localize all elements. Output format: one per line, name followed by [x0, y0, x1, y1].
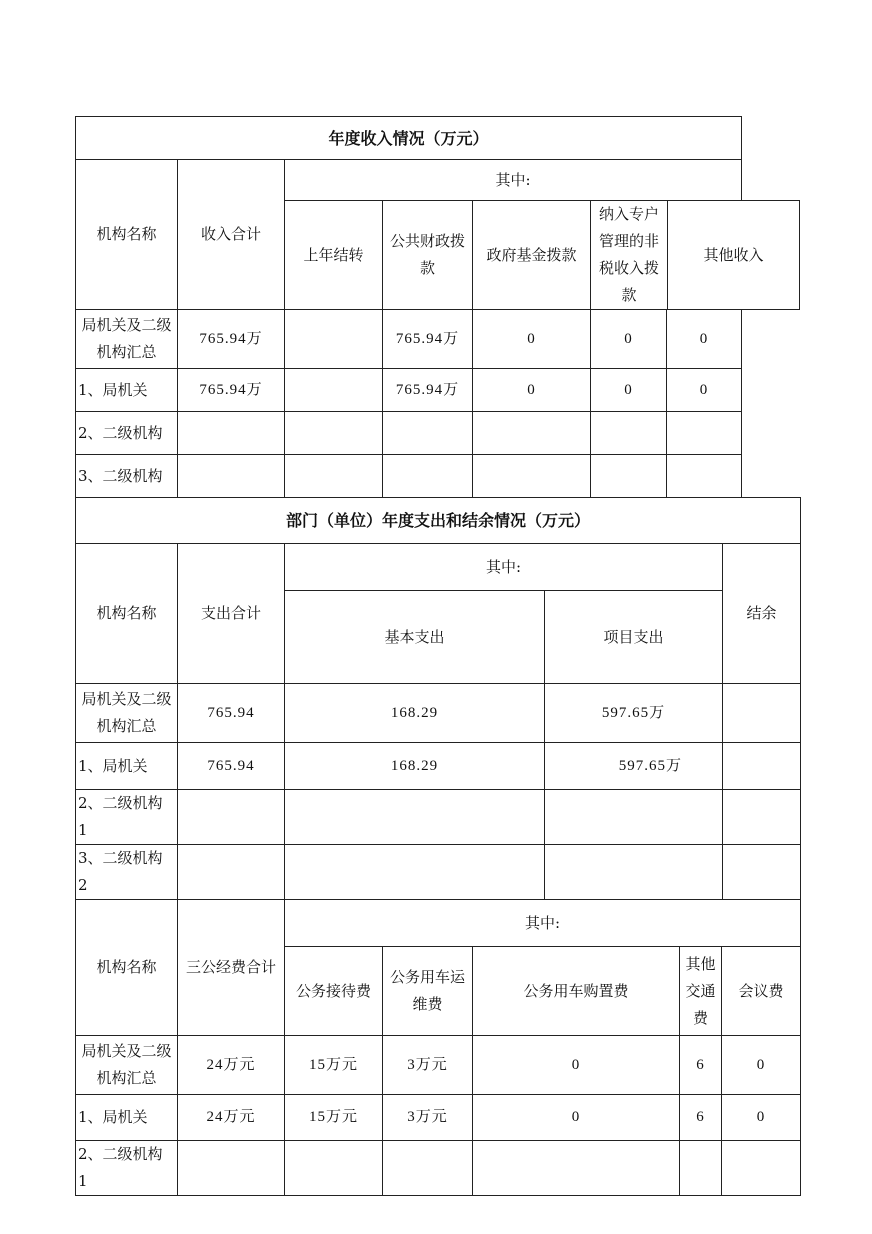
cell	[383, 412, 473, 455]
org-name: 局机关及二级机构汇总	[76, 310, 178, 369]
cell: 597.65万	[545, 684, 723, 743]
table-row	[76, 412, 800, 455]
cell: 3万元	[383, 1095, 473, 1141]
cell	[723, 845, 801, 900]
cell	[473, 455, 591, 498]
org-name: 2、二级机构 1	[76, 1141, 178, 1196]
cell: 0	[473, 1036, 680, 1095]
income-header-total: 收入合计	[178, 160, 285, 310]
income-header-col: 上年结转	[285, 201, 383, 310]
cell: 3万元	[383, 1036, 473, 1095]
threepublic-header-group: 其中:	[285, 900, 801, 947]
cell	[722, 1141, 801, 1196]
expense-header-project: 项目支出	[545, 591, 723, 684]
cell	[178, 455, 285, 498]
cell: 765.94	[178, 684, 285, 743]
cell: 6	[680, 1095, 722, 1141]
expense-header-total: 支出合计	[178, 544, 285, 684]
cell	[178, 790, 285, 845]
cell	[285, 1141, 383, 1196]
cell	[285, 412, 383, 455]
cell	[285, 310, 383, 369]
cell: 0	[667, 310, 742, 369]
org-name: 局机关及二级机构汇总	[76, 1036, 178, 1095]
cell: 168.29	[285, 743, 545, 790]
cell	[383, 1141, 473, 1196]
cell: 15万元	[285, 1036, 383, 1095]
org-name: 1、局机关	[76, 743, 178, 790]
org-name: 3、二级机构 2	[76, 845, 178, 900]
cell	[473, 1141, 680, 1196]
cell: 168.29	[285, 684, 545, 743]
threepublic-header-col: 公务用车购置费	[473, 947, 680, 1036]
cell: 597.65万	[545, 743, 723, 790]
cell	[667, 412, 742, 455]
threepublic-header-total: 三公经费合计	[178, 900, 285, 1036]
cell: 0	[473, 369, 591, 412]
cell	[383, 455, 473, 498]
threepublic-header-org: 机构名称	[76, 900, 178, 1036]
org-name: 2、二级机构 1	[76, 790, 178, 845]
cell: 765.94万	[383, 369, 473, 412]
income-title: 年度收入情况（万元）	[76, 117, 742, 160]
cell: 0	[473, 310, 591, 369]
cell: 0	[722, 1036, 801, 1095]
cell	[285, 790, 545, 845]
cell: 0	[591, 310, 667, 369]
income-header-col: 其他收入	[668, 201, 800, 310]
expense-header-org: 机构名称	[76, 544, 178, 684]
org-name: 3、二级机构	[76, 455, 178, 498]
expense-title: 部门（单位）年度支出和结余情况（万元）	[76, 498, 801, 544]
table-row	[76, 845, 801, 900]
cell	[545, 790, 723, 845]
cell: 765.94万	[178, 369, 285, 412]
table-row	[76, 790, 801, 845]
cell: 24万元	[178, 1036, 285, 1095]
org-name: 局机关及二级机构汇总	[76, 684, 178, 743]
cell	[285, 369, 383, 412]
income-header-col: 纳入专户管理的非税收入拨款	[591, 201, 668, 310]
threepublic-table	[75, 899, 801, 1196]
expense-header-basic: 基本支出	[285, 591, 545, 684]
cell: 6	[680, 1036, 722, 1095]
table-row	[76, 1141, 801, 1196]
cell: 0	[722, 1095, 801, 1141]
expense-table	[75, 497, 801, 900]
cell	[545, 845, 723, 900]
cell: 0	[473, 1095, 680, 1141]
table-row	[76, 455, 800, 498]
cell	[178, 1141, 285, 1196]
cell: 765.94	[178, 743, 285, 790]
org-name: 1、局机关	[76, 369, 178, 412]
cell: 0	[667, 369, 742, 412]
threepublic-header-col: 公务接待费	[285, 947, 383, 1036]
cell	[285, 845, 545, 900]
cell: 0	[591, 369, 667, 412]
cell	[723, 743, 801, 790]
table-row	[76, 684, 801, 743]
cell: 765.94万	[383, 310, 473, 369]
threepublic-header-col: 公务用车运维费	[383, 947, 473, 1036]
income-table	[75, 116, 800, 498]
threepublic-header-col: 会议费	[722, 947, 801, 1036]
table-row	[76, 743, 801, 790]
table-row	[76, 1095, 801, 1141]
expense-header-group: 其中:	[285, 544, 723, 591]
cell: 765.94万	[178, 310, 285, 369]
cell	[723, 684, 801, 743]
income-header-group: 其中:	[285, 160, 742, 201]
budget-sheet	[75, 116, 800, 1196]
cell	[178, 845, 285, 900]
income-header-org: 机构名称	[76, 160, 178, 310]
cell	[723, 790, 801, 845]
table-row	[76, 369, 800, 412]
table-row	[76, 1036, 801, 1095]
threepublic-header-col: 其他交通费	[680, 947, 722, 1036]
cell	[591, 412, 667, 455]
org-name: 1、局机关	[76, 1095, 178, 1141]
cell: 15万元	[285, 1095, 383, 1141]
income-header-col: 公共财政拨款	[383, 201, 473, 310]
org-name: 2、二级机构	[76, 412, 178, 455]
cell	[473, 412, 591, 455]
cell	[680, 1141, 722, 1196]
table-row	[76, 310, 800, 369]
expense-header-balance: 结余	[723, 544, 801, 684]
cell	[285, 455, 383, 498]
cell	[667, 455, 742, 498]
cell	[178, 412, 285, 455]
cell	[591, 455, 667, 498]
income-header-col: 政府基金拨款	[473, 201, 591, 310]
cell: 24万元	[178, 1095, 285, 1141]
